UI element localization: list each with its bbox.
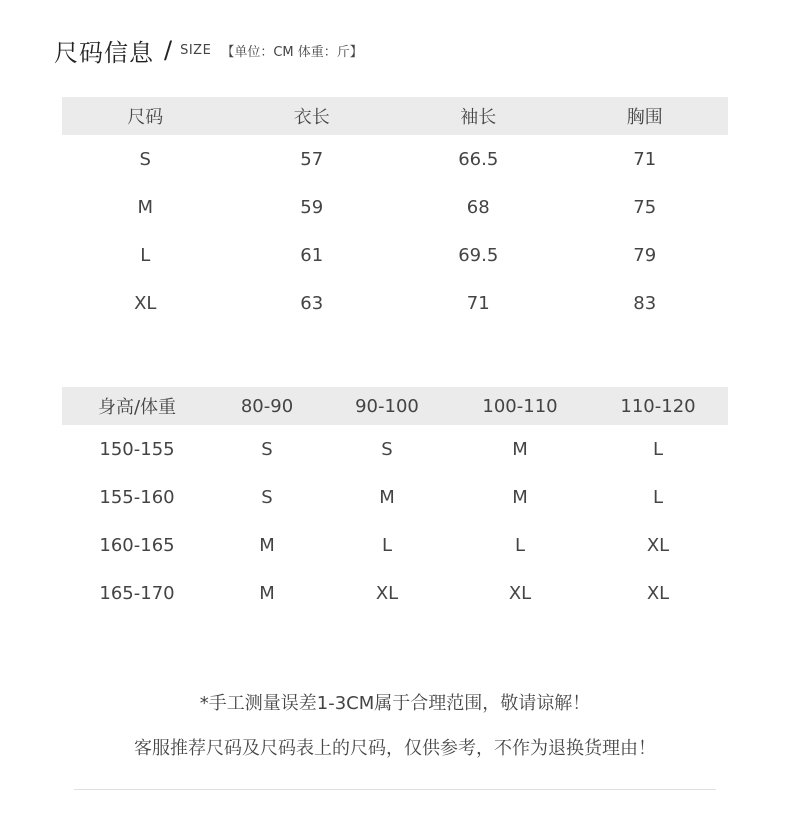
- table-row: [62, 183, 728, 231]
- table-row: [62, 279, 728, 327]
- size-recommendation-table: [62, 387, 728, 617]
- size-measurement-table: [62, 97, 728, 327]
- table-header-row: [62, 387, 728, 425]
- header-cell-weight-range: 100-110: [452, 387, 588, 425]
- bottom-divider: [74, 789, 716, 790]
- table-cell: 63: [300, 292, 324, 314]
- table-cell: 69.5: [458, 244, 499, 266]
- header-cell-chest: 胸围: [562, 97, 729, 135]
- table-row: [62, 135, 728, 183]
- table-cell: 68: [466, 196, 490, 218]
- table-cell: M: [259, 534, 275, 556]
- table-cell: 160-165: [99, 534, 175, 556]
- table-cell: S: [139, 148, 151, 170]
- table-cell: S: [261, 438, 273, 460]
- table-cell: 165-170: [99, 582, 175, 604]
- table-cell: S: [381, 438, 393, 460]
- table-cell: L: [652, 486, 664, 508]
- header-cell-weight-range: 80-90: [212, 387, 322, 425]
- table-row: [62, 473, 728, 521]
- table-cell: 79: [633, 244, 657, 266]
- table-cell: 59: [300, 196, 324, 218]
- table-cell: XL: [375, 582, 399, 604]
- table-cell: M: [512, 486, 528, 508]
- table-cell: 71: [466, 292, 490, 314]
- table-cell: 66.5: [458, 148, 499, 170]
- recommendation-disclaimer: 客服推荐尺码及尺码表上的尺码，仅供参考，不作为退换货理由！: [134, 738, 656, 759]
- table-cell: 71: [633, 148, 657, 170]
- unit-note: 【单位：CM 体重：斤】: [221, 44, 363, 60]
- header-cell-length: 衣长: [229, 97, 396, 135]
- header-cell-weight-range: 90-100: [322, 387, 452, 425]
- table-cell: L: [514, 534, 526, 556]
- table-cell: XL: [134, 292, 157, 314]
- table-cell: XL: [508, 582, 532, 604]
- header-cell-weight-range: 110-120: [588, 387, 728, 425]
- size-info-header: [54, 30, 363, 70]
- size-label: SIZE: [180, 42, 212, 58]
- table-cell: L: [652, 438, 664, 460]
- title-separator: /: [164, 36, 173, 64]
- header-cell-sleeve: 袖长: [395, 97, 562, 135]
- table-row: [62, 569, 728, 617]
- table-cell: S: [261, 486, 273, 508]
- header-cell-size: 尺码: [62, 97, 229, 135]
- table-cell: M: [379, 486, 395, 508]
- table-row: [62, 521, 728, 569]
- measurement-error-note: *手工测量误差1-3CM属于合理范围，敬请谅解！: [199, 693, 591, 714]
- table-cell: XL: [646, 582, 670, 604]
- table-cell: 83: [633, 292, 657, 314]
- table-cell: M: [259, 582, 275, 604]
- table-header-row: [62, 97, 728, 135]
- table-cell: 57: [300, 148, 324, 170]
- table-cell: 61: [300, 244, 324, 266]
- table-cell: XL: [646, 534, 670, 556]
- header-cell-height-weight: 身高/体重: [62, 387, 212, 425]
- table-cell: M: [512, 438, 528, 460]
- page-title: 尺码信息: [54, 38, 154, 67]
- table-row: [62, 425, 728, 473]
- table-cell: L: [140, 244, 151, 266]
- table-cell: 155-160: [99, 486, 175, 508]
- table-cell: L: [381, 534, 393, 556]
- table-cell: M: [137, 196, 154, 218]
- table-cell: 150-155: [99, 438, 175, 460]
- table-row: [62, 231, 728, 279]
- table-cell: 75: [633, 196, 657, 218]
